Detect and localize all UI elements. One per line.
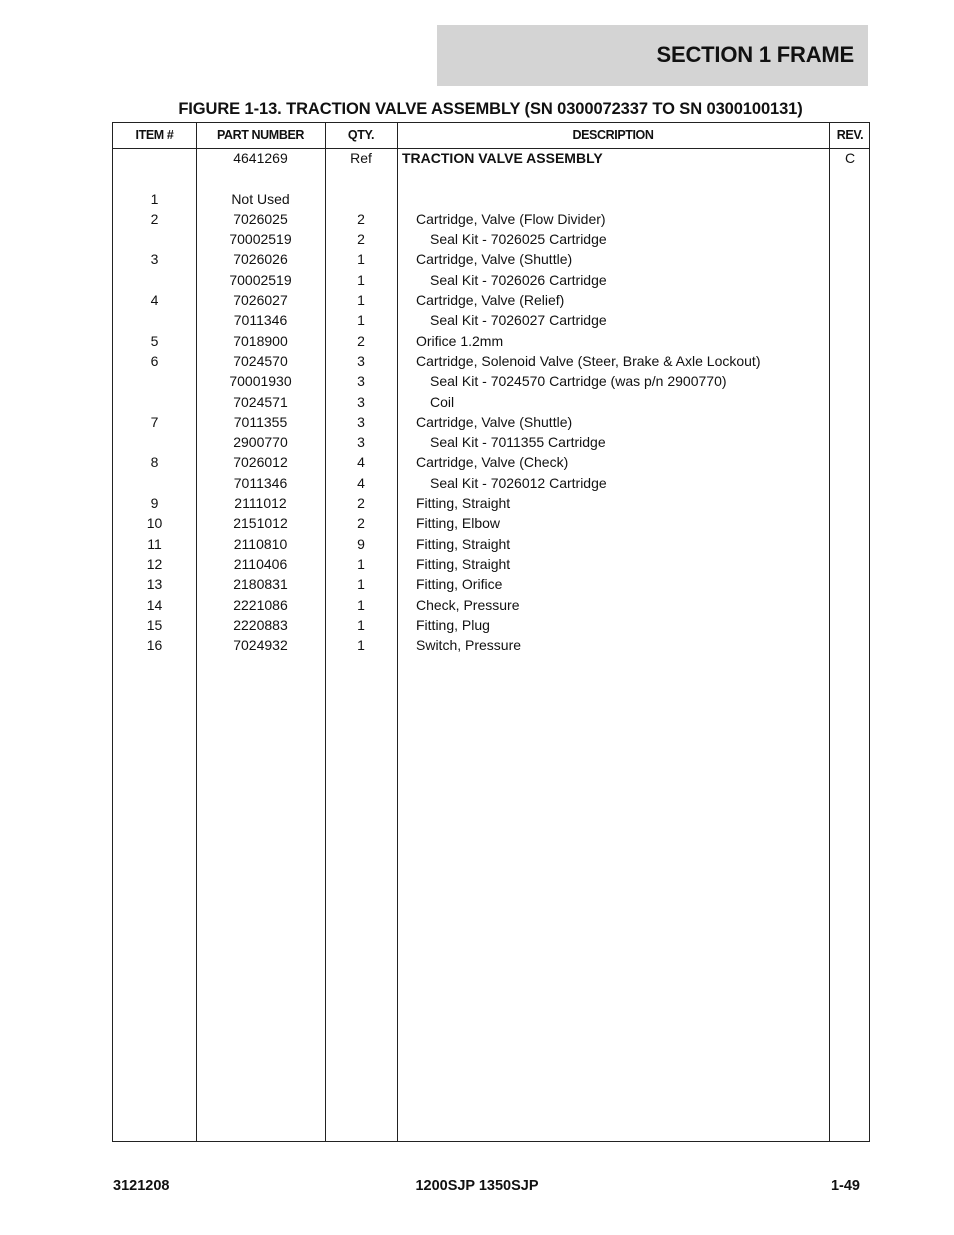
qty-cell: 1 <box>357 292 365 309</box>
table-row <box>113 211 869 231</box>
table-row <box>113 617 869 637</box>
table-row <box>113 597 869 617</box>
qty-cell: 3 <box>357 373 365 390</box>
table-row <box>113 373 869 393</box>
table-body <box>113 150 869 657</box>
part-number-cell: 2110406 <box>233 555 288 572</box>
item-cell: 11 <box>147 535 162 552</box>
parts-table <box>112 122 870 1142</box>
description-cell: Cartridge, Valve (Check) <box>416 454 569 471</box>
description-cell: Fitting, Elbow <box>416 515 501 532</box>
description-cell: Cartridge, Valve (Shuttle) <box>416 413 573 430</box>
part-number-cell: 2900770 <box>233 434 288 451</box>
table-row <box>113 191 869 211</box>
part-number-cell: 2221086 <box>233 596 288 613</box>
table-row <box>113 637 869 657</box>
header-rule <box>113 148 869 149</box>
item-cell: 6 <box>150 352 159 369</box>
description-cell: Fitting, Straight <box>416 535 511 552</box>
item-cell: 13 <box>146 576 163 593</box>
description-cell: Seal Kit - 7026025 Cartridge <box>430 231 607 248</box>
part-number-cell: 7024932 <box>233 637 288 654</box>
part-number-cell: 7026026 <box>233 251 288 268</box>
footer-page-number: 1-49 <box>830 1178 860 1194</box>
item-cell: 2 <box>150 210 159 227</box>
qty-cell: 1 <box>357 555 365 572</box>
qty-cell: 1 <box>357 251 365 268</box>
part-number-cell: 2220883 <box>233 616 288 633</box>
table-row <box>113 272 869 292</box>
table-row <box>113 475 869 495</box>
description-cell: Switch, Pressure <box>416 637 522 654</box>
table-row <box>113 434 869 454</box>
qty-cell: 1 <box>357 596 365 613</box>
header-qty: QTY. <box>347 128 375 142</box>
table-row <box>113 251 869 271</box>
description-cell: Seal Kit - 7024570 Cartridge (was p/n 2900770) <box>430 373 727 390</box>
description-cell: Seal Kit - 7026026 Cartridge <box>430 271 607 288</box>
table-row <box>113 556 869 576</box>
qty-cell: 1 <box>357 576 365 593</box>
item-cell: 8 <box>150 454 159 471</box>
item-cell: 5 <box>150 332 159 349</box>
qty-cell: 2 <box>357 210 365 227</box>
part-number-cell: 70001930 <box>229 373 292 390</box>
description-cell: Coil <box>430 393 455 410</box>
table-row <box>113 414 869 434</box>
header-description: DESCRIPTION <box>572 128 654 142</box>
table-row <box>113 312 869 332</box>
item-cell: 10 <box>146 515 163 532</box>
qty-cell: 3 <box>357 434 365 451</box>
description-cell: TRACTION VALVE ASSEMBLY <box>402 150 603 166</box>
table-row <box>113 454 869 474</box>
table-row <box>113 394 869 414</box>
item-cell: 15 <box>146 616 163 633</box>
item-cell: 12 <box>146 555 163 572</box>
table-row <box>113 576 869 596</box>
table-row <box>113 515 869 535</box>
item-cell: 4 <box>150 292 159 309</box>
header-rev: REV. <box>836 128 864 142</box>
table-row <box>113 292 869 312</box>
qty-cell: 2 <box>357 332 365 349</box>
qty-cell: 9 <box>357 535 365 552</box>
qty-cell: 1 <box>357 637 365 654</box>
description-cell: Cartridge, Valve (Relief) <box>416 292 565 309</box>
part-number-cell: 7024570 <box>233 352 288 369</box>
description-cell: Cartridge, Solenoid Valve (Steer, Brake & Axle Lockout) <box>416 352 761 369</box>
part-number-cell: 2110810 <box>233 535 288 552</box>
part-number-cell: 7024571 <box>233 393 288 410</box>
qty-cell: 4 <box>357 474 365 491</box>
description-cell: Check, Pressure <box>416 596 520 613</box>
description-cell: Fitting, Orifice <box>416 576 503 593</box>
part-number-cell: 2180831 <box>233 576 288 593</box>
part-number-cell: 7026027 <box>233 292 288 309</box>
description-cell: Seal Kit - 7026027 Cartridge <box>430 312 607 329</box>
item-cell: 3 <box>150 251 159 268</box>
rev-cell: C <box>844 150 856 166</box>
section-banner <box>437 25 868 86</box>
part-number-cell: 7011355 <box>233 413 288 430</box>
part-number-cell: Not Used <box>231 190 290 207</box>
table-row <box>113 536 869 556</box>
item-cell: 9 <box>150 495 159 512</box>
part-number-cell: 4641269 <box>233 150 288 166</box>
part-number-cell: 2151012 <box>233 515 288 532</box>
section-title: SECTION 1 FRAME <box>656 42 854 67</box>
part-number-cell: 70002519 <box>229 271 292 288</box>
description-cell: Fitting, Straight <box>416 495 511 512</box>
table-row <box>113 333 869 353</box>
qty-cell: 1 <box>357 271 365 288</box>
qty-cell: 2 <box>357 495 365 512</box>
figure-title: FIGURE 1-13. TRACTION VALVE ASSEMBLY (SN 0300072337 TO SN 0300100131) <box>178 100 803 118</box>
description-cell: Fitting, Plug <box>416 616 490 633</box>
qty-cell: 2 <box>357 515 365 532</box>
qty-cell: Ref <box>350 150 372 166</box>
qty-cell: 3 <box>357 413 365 430</box>
part-number-cell: 70002519 <box>229 231 292 248</box>
part-number-cell: 2111012 <box>234 495 287 512</box>
description-cell: Seal Kit - 7011355 Cartridge <box>430 434 606 451</box>
part-number-cell: 7011346 <box>233 474 288 491</box>
qty-cell: 1 <box>357 616 365 633</box>
description-cell: Fitting, Straight <box>416 555 511 572</box>
qty-cell: 1 <box>357 312 365 329</box>
table-row <box>113 231 869 251</box>
description-cell: Cartridge, Valve (Flow Divider) <box>416 210 606 227</box>
qty-cell: 3 <box>357 352 365 369</box>
part-number-cell: 7026025 <box>233 210 288 227</box>
header-item: ITEM # <box>135 128 174 142</box>
description-cell: Cartridge, Valve (Shuttle) <box>416 251 573 268</box>
qty-cell: 2 <box>357 231 365 248</box>
table-row <box>113 150 869 170</box>
table-row <box>113 495 869 515</box>
footer-doc-number: 3121208 <box>113 1178 170 1194</box>
footer-model: 1200SJP 1350SJP <box>415 1178 539 1194</box>
table-row <box>113 170 869 190</box>
qty-cell: 3 <box>357 393 365 410</box>
part-number-cell: 7018900 <box>233 332 288 349</box>
table-row <box>113 353 869 373</box>
part-number-cell: 7011346 <box>233 312 288 329</box>
description-cell: Orifice 1.2mm <box>416 332 504 349</box>
description-cell: Seal Kit - 7026012 Cartridge <box>430 474 607 491</box>
item-cell: 16 <box>146 637 163 654</box>
header-part-number: PART NUMBER <box>216 128 305 142</box>
item-cell: 1 <box>150 190 159 207</box>
part-number-cell: 7026012 <box>233 454 288 471</box>
qty-cell: 4 <box>357 454 365 471</box>
item-cell: 7 <box>150 413 159 430</box>
item-cell: 14 <box>146 596 163 613</box>
